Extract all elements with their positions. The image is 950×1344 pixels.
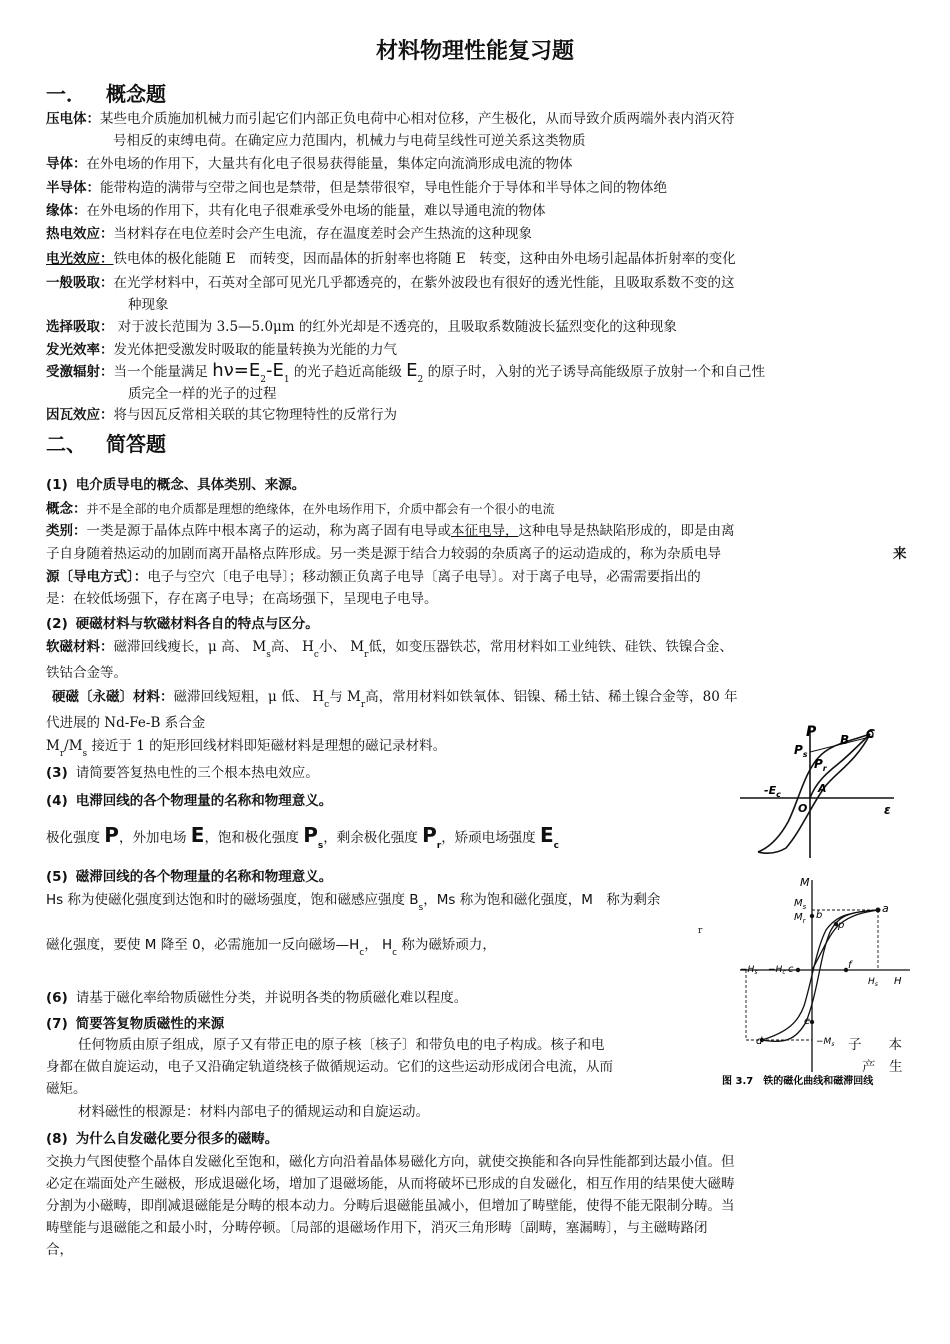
- label-h: H: [894, 976, 902, 987]
- question-number: (8): [46, 1131, 68, 1147]
- magnetic-hysteresis-figure: [718, 872, 918, 1092]
- answer-text: 并不是全部的电介质都是理想的绝缘体，在外电场作用下，介质中都会有一个很小的电流: [86, 502, 555, 516]
- concept-thermoelectric: [46, 223, 906, 245]
- symbol-Ps: P: [303, 823, 318, 847]
- label-p: p: [838, 920, 845, 931]
- subscript: c: [553, 841, 559, 851]
- answer-text: ，外加电场: [118, 830, 187, 846]
- answer-term: 源〔导电方式〕：: [46, 569, 148, 585]
- q8-line: 分割为小磁畴，即削减退磁能是分畴的根本动力。分畴后退磁能虽减小，但增加了畴壁能，使得不能无限制分畴。当: [46, 1198, 735, 1214]
- answer-text: 磁滞回线瘦长，μ 高、 M: [113, 639, 267, 655]
- answer-text: 小、 M: [318, 639, 365, 655]
- concept-term: 发光效率：: [46, 342, 114, 358]
- question-title: 电介质导电的概念、具体类别、来源。: [75, 477, 306, 493]
- answer-text: 是：在较低场强下，存在离子电导；在高场强下，呈现电子电导。: [46, 591, 438, 607]
- concept-text: 在外电场的作用下，共有化电子很难承受外电场的能量，难以导通电流的物体: [86, 203, 546, 219]
- figure-caption: 图 3.7 铁的磁化曲线和磁滞回线: [722, 1076, 874, 1087]
- concept-term: 选择吸取：: [46, 319, 114, 335]
- concept-term: 压电体：: [46, 111, 100, 127]
- subscript: 2: [417, 375, 424, 385]
- question-number: (4): [46, 793, 68, 809]
- answer-term: 硬磁〔永磁〕材料：: [52, 689, 174, 705]
- question-8: [46, 1127, 278, 1147]
- subscript: c: [392, 948, 398, 958]
- q1-source-cont: [46, 588, 906, 610]
- subscript: r: [364, 650, 369, 660]
- question-title: 硬磁材料与软磁材料各自的特点与区分。: [75, 616, 319, 632]
- concept-text: 的原子时，入射的光子诱导高能级原子放射一个和自己性: [427, 364, 766, 380]
- q2-soft-cont: [46, 662, 906, 684]
- label-o: O: [798, 802, 808, 815]
- answer-text: /M: [64, 738, 83, 754]
- subscript: s: [418, 903, 424, 913]
- answer-text: 称为磁矫顽力，: [401, 937, 496, 953]
- label-a: a: [882, 902, 889, 915]
- q8-line: 合，: [46, 1242, 73, 1258]
- concept-text: 在光学材料中，石英对全部可见光几乎都透亮的，在紫外波段也有很好的透光性能，且吸取系数不变的这: [113, 275, 735, 291]
- concept-text-cont: 种现象: [128, 297, 169, 313]
- question-number: (1): [46, 477, 68, 493]
- label-p: P: [806, 724, 817, 740]
- question-title: 磁滞回线的各个物理量的名称和物理意义。: [75, 869, 333, 885]
- subscript: s: [82, 749, 88, 759]
- label-f: f: [848, 960, 852, 971]
- concept-general-absorption: [46, 272, 906, 294]
- section-heading-short-answer: [46, 428, 166, 457]
- label-c: c: [788, 964, 794, 975]
- section-number: 一．: [46, 82, 86, 106]
- answer-text: M: [46, 738, 60, 754]
- point-a-marker: [876, 908, 881, 913]
- question-title: 为什么自发磁化要分很多的磁畴。: [75, 1131, 279, 1147]
- q7-line3: 磁矩。: [46, 1081, 87, 1097]
- concept-term: 电光效应：: [46, 251, 114, 267]
- subscript: c: [359, 948, 365, 958]
- loop-descending: [762, 910, 878, 1041]
- question-title: 请基于磁化率给物质磁性分类，并说明各类的物质磁化难以程度。: [75, 990, 468, 1006]
- q8-line: 必定在端面处产生磁极，形成退磁化场，增加了退磁场能，从而将破坏已形成的自发磁化，相互作用的结果使大磁畴: [46, 1176, 735, 1192]
- concept-text-cont: 质完全一样的光子的过程: [128, 386, 277, 402]
- label-m: M: [800, 876, 810, 889]
- section-heading-concepts: [46, 78, 166, 107]
- q7-line2: 身都在做自旋运动，电子又沿确定轨道绕核子做循规运动。它们的这些运动形成闭合电流，从而: [46, 1059, 613, 1075]
- label-b: B: [840, 733, 850, 747]
- label-neg-ms: $-M_s$: [816, 1037, 835, 1048]
- subscript: c: [313, 650, 319, 660]
- answer-term: 软磁材料：: [46, 639, 114, 655]
- answer-text: ， H: [364, 937, 393, 953]
- question-number: (6): [46, 990, 68, 1006]
- q1-class-cont: [46, 543, 906, 565]
- concept-term: 一般吸取：: [46, 275, 114, 291]
- answer-term: 类别：: [46, 523, 87, 539]
- answer-text: ，饱和极化强度: [204, 830, 299, 846]
- q7-line4: 材料磁性的根源是：材料内部电子的循规运动和自旋运动。: [78, 1104, 429, 1120]
- q7-line1-end: 子 本: [848, 1037, 902, 1053]
- concept-text: 发光体把受激发时吸取的能量转换为光能的力气: [113, 342, 397, 358]
- symbol-Pr: P: [422, 823, 437, 847]
- concept-term: 半导体：: [46, 180, 100, 196]
- label-ps: $P_s$: [794, 743, 808, 759]
- concept-term: 导体：: [46, 156, 87, 172]
- question-number: (7): [46, 1016, 68, 1032]
- answer-text: 子自身随着热运动的加剧而离开晶格点阵形成。另一类是源于结合力较弱的杂质离子的运动造成的，称为杂质电导: [46, 546, 721, 562]
- symbol-E: E: [190, 823, 205, 847]
- subscript: r: [360, 700, 366, 710]
- answer-text: Hs 称为使磁化强度到达饱和时的磁场强度，饱和磁感应强度 B: [46, 892, 419, 908]
- label-neg-hc: $-H_c$: [768, 965, 786, 976]
- concept-text: 当材料存在电位差时会产生电流，存在温度差时会产生热流的这种现象: [113, 226, 532, 242]
- answer-text: 铁钴合金等。: [46, 665, 127, 681]
- answer-text: 极化强度: [46, 830, 100, 846]
- label-hs: $H_s$: [868, 977, 878, 988]
- q1-class: [46, 520, 906, 542]
- concept-insulator: [46, 200, 906, 222]
- concept-invar: [46, 404, 906, 426]
- label-d: d: [756, 1036, 763, 1047]
- point-e-marker: [810, 1020, 814, 1024]
- subscript: 1: [283, 375, 290, 385]
- answer-text: 磁滞回线短粗，μ 低、 H: [173, 689, 325, 705]
- label-a: A: [818, 782, 827, 795]
- answer-text: 一类是源于晶体点阵中根本离子的运动，称为离子固有电导或: [86, 523, 451, 539]
- q1-source-start: [893, 543, 907, 565]
- q7-line2-end: 产 生: [862, 1059, 903, 1075]
- concept-text: 对于波长范围为 3.5—5.0μm 的红外光却是不透亮的，且吸取系数随波长猛烈变化的这种现象: [117, 319, 677, 335]
- q7-line1: 任何物质由原子组成，原子又有带正电的原子核〔核子〕和带负电的电子构成。核子和电: [78, 1037, 605, 1053]
- question-number: (3): [46, 765, 68, 781]
- question-4: [46, 789, 332, 809]
- saturation-tangent: [810, 738, 866, 752]
- formula-e2: E: [406, 360, 418, 381]
- q1-concept: [46, 498, 906, 520]
- label-e: ε: [884, 803, 891, 817]
- concept-text: 将与因瓦反常相关联的其它物理特性的反常行为: [113, 407, 397, 423]
- concept-text: 某些电介质施加机械力而引起它们内部正负电荷中心相对位移，产生极化，从而导致介质两端外表内消灭符: [100, 111, 735, 127]
- point-c-marker: [796, 968, 800, 972]
- concept-term: 热电效应：: [46, 226, 114, 242]
- subscript: r: [436, 841, 442, 851]
- answer-text: 接近于 1 的矩形回线材料即矩磁材料是理想的磁记录材料。: [91, 738, 447, 754]
- concept-selective-absorption: [46, 316, 906, 338]
- symbol-Ec: E: [539, 823, 554, 847]
- label-e: e: [804, 1016, 811, 1027]
- section-number: 二、: [46, 432, 86, 456]
- label-neg-ec: $-E_c$: [764, 784, 781, 799]
- subscript: r: [59, 749, 65, 759]
- concept-piezoelectric: [46, 108, 906, 130]
- concept-term: 因瓦效应：: [46, 407, 114, 423]
- concept-electro-optic: [46, 248, 906, 270]
- symbol-P: P: [104, 823, 119, 847]
- answer-text: ，矫顽电场强度: [441, 830, 536, 846]
- concept-text: 的光子趋近高能级: [293, 364, 402, 380]
- concept-text: 在外电场的作用下，大量共有化电子很易获得能量，集体定向流淌形成电流的物体: [86, 156, 573, 172]
- label-ms: $M_s$: [794, 898, 807, 911]
- label-neg-hs: $-H_s$: [740, 965, 758, 976]
- answer-text-underlined: 本征电导，: [451, 523, 519, 539]
- answer-text: 电子与空穴〔电子电导〕；移动额正负离子电导〔离子电导〕。对于离子电导，必需需要指出的: [147, 569, 701, 585]
- concept-term: 缘体：: [46, 203, 87, 219]
- concept-text: 当一个能量满足: [113, 364, 208, 380]
- answer-text: 低，如变压器铁芯，常用材料如工业纯铁、硅铁、铁镍合金、: [368, 639, 733, 655]
- point-b-marker: [810, 914, 814, 918]
- subscript: s: [266, 650, 271, 660]
- answer-text: 高、 H: [270, 639, 314, 655]
- q8-line: 交换力气图使整个晶体自发磁化至饱和，磁化方向沿着晶体易磁化方向，就使交换能和各向异性能都到达最小值。但: [46, 1154, 735, 1170]
- q8-line: 畴壁能与退磁能之和最小时，分畴停顿。〔局部的退磁场作用下，消灭三角形畴〔副畴，塞漏畴〕，与主磁畴路闭: [46, 1220, 708, 1236]
- question-number: (2): [46, 616, 68, 632]
- q1-source: [46, 566, 906, 588]
- subscript: s: [317, 841, 324, 851]
- subscript: 2: [260, 375, 266, 385]
- subscript: r: [698, 926, 703, 936]
- formula-e1: -E: [265, 360, 284, 381]
- answer-text: 磁化强度，要使 M 降至 0，必需施加一反向磁场—H: [46, 937, 360, 953]
- question-title: 电滞回线的各个物理量的名称和物理意义。: [75, 793, 333, 809]
- label-b: b: [816, 910, 823, 921]
- page-title: 材料物理性能复习题: [375, 39, 574, 64]
- concept-text-cont: 号相反的束缚电荷。在确定应力范围内，机械力与电荷呈线性可逆关系这类物质: [113, 133, 586, 149]
- label-c: C: [866, 727, 875, 741]
- loop-ascending: [762, 910, 878, 1040]
- concept-text: 能带构造的满带与空带之间也是禁带，但是禁带很窄，导电性能介于导体和半导体之间的物体绝: [100, 180, 667, 196]
- answer-term: 来: [893, 546, 907, 562]
- answer-text: ，Ms 称为饱和磁化强度，M 称为剩余: [423, 892, 661, 908]
- concept-text: 铁电体的极化能随 E 而转变，因而晶体的折射率也将随 E 转变，这种由外电场引起晶体折射率的变化: [113, 251, 736, 267]
- question-title: 请简要答复热电性的三个根本热电效应。: [75, 765, 319, 781]
- concept-semiconductor: [46, 177, 906, 199]
- answer-term: 概念：: [46, 501, 87, 517]
- question-5: [46, 865, 332, 885]
- concept-luminous-efficiency: [46, 339, 906, 361]
- question-2: [46, 612, 319, 632]
- concept-conductor: [46, 153, 906, 175]
- question-7: [46, 1012, 224, 1032]
- answer-text: ，剩余极化强度: [323, 830, 418, 846]
- answer-text: 代进展的 Nd-Fe-B 系合金: [46, 715, 206, 731]
- formula-hv: hν=E: [212, 360, 261, 381]
- label-pr: $P_r$: [814, 757, 827, 773]
- section-title: 简答题: [106, 432, 166, 456]
- answer-text: 高，常用材料如铁氧体、铝镍、稀土钴、稀土镍合金等，80 年: [365, 689, 738, 705]
- section-title: 概念题: [106, 82, 166, 106]
- concept-term: 受激辐射：: [46, 364, 114, 380]
- hysteresis-loop-figure: [738, 722, 898, 860]
- answer-text: 与 M: [329, 689, 361, 705]
- subscript: c: [324, 700, 330, 710]
- question-title: 简要答复物质磁性的来源: [75, 1016, 225, 1032]
- label-mr: $M_r$: [794, 912, 806, 925]
- question-number: (5): [46, 869, 68, 885]
- answer-text: 这种电导是热缺陷形成的，即是由离: [518, 523, 735, 539]
- question-1: [46, 473, 305, 493]
